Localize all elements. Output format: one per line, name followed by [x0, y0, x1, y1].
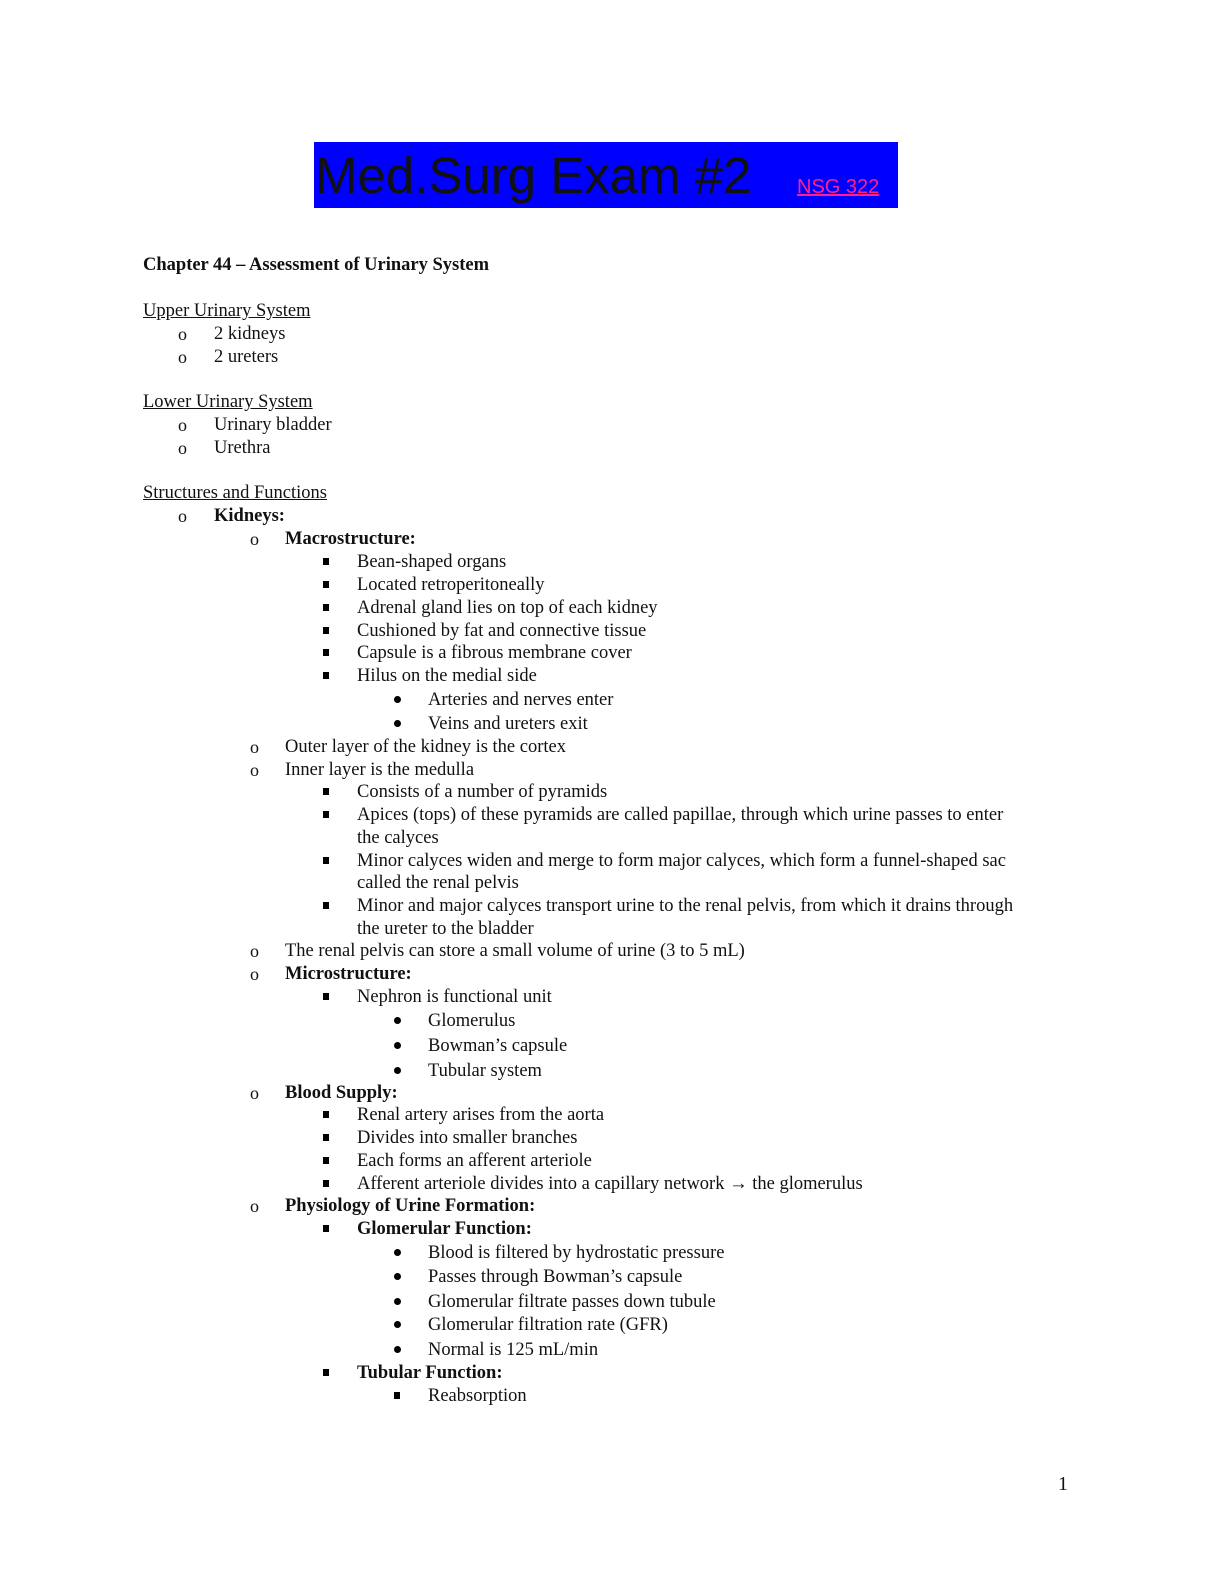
list-item: Physiology of Urine Formation: [285, 1196, 536, 1216]
list-item: Hilus on the medial side [357, 666, 537, 686]
round-bullet [394, 1067, 401, 1074]
list-marker: o [250, 760, 259, 780]
title-banner [314, 142, 898, 208]
list-item: The renal pelvis can store a small volume of urine (3 to 5 mL) [285, 941, 745, 961]
section-heading-lower: Lower Urinary System [143, 392, 313, 412]
list-item-continuation: called the renal pelvis [357, 873, 519, 893]
list-item-continuation: the ureter to the bladder [357, 919, 534, 939]
list-item: Divides into smaller branches [357, 1128, 578, 1148]
square-bullet [323, 902, 329, 909]
square-bullet [323, 649, 329, 656]
list-item: 2 ureters [214, 347, 279, 367]
square-bullet [323, 1369, 329, 1376]
list-item: Glomerular filtration rate (GFR) [428, 1315, 668, 1335]
list-item: Located retroperitoneally [357, 575, 545, 595]
square-bullet [323, 558, 329, 565]
round-bullet [394, 1273, 401, 1280]
list-marker: o [178, 438, 187, 458]
square-bullet [323, 788, 329, 795]
list-item: Macrostructure: [285, 529, 416, 549]
list-item: Consists of a number of pyramids [357, 782, 608, 802]
document-title: Med.Surg Exam #2 [315, 147, 752, 204]
list-marker: o [250, 964, 259, 984]
list-item: Tubular system [428, 1061, 542, 1081]
list-item: Cushioned by fat and connective tissue [357, 621, 647, 641]
list-item: Kidneys: [214, 506, 285, 526]
list-marker: o [178, 324, 187, 344]
page-number: 1 [1058, 1473, 1068, 1495]
list-item: Inner layer is the medulla [285, 760, 475, 780]
square-bullet [323, 1225, 329, 1232]
list-marker: o [250, 737, 259, 757]
list-item: Blood is filtered by hydrostatic pressure [428, 1243, 725, 1263]
list-item: 2 kidneys [214, 324, 286, 344]
list-item: Outer layer of the kidney is the cortex [285, 737, 566, 757]
list-marker: o [250, 1083, 259, 1103]
list-marker: o [250, 529, 259, 549]
round-bullet [394, 1017, 401, 1024]
square-bullet [323, 1134, 329, 1141]
section-heading-structures: Structures and Functions [143, 483, 327, 503]
list-item: Microstructure: [285, 964, 412, 984]
list-item: Urinary bladder [214, 415, 332, 435]
list-marker: o [250, 941, 259, 961]
list-item: Minor calyces widen and merge to form major calyces, which form a funnel-shaped sac [357, 851, 1006, 871]
round-bullet [394, 1321, 401, 1328]
list-item: Glomerular filtrate passes down tubule [428, 1292, 716, 1312]
list-marker: o [178, 347, 187, 367]
list-item: Urethra [214, 438, 271, 458]
list-item-continuation: the calyces [357, 828, 439, 848]
square-bullet [323, 1111, 329, 1118]
list-item: Glomerular Function: [357, 1219, 532, 1239]
list-item: Apices (tops) of these pyramids are called papillae, through which urine passes to enter [357, 805, 1004, 825]
list-item: Afferent arteriole divides into a capillary network → the glomerulus [357, 1174, 863, 1194]
square-bullet [323, 581, 329, 588]
list-item: Bean-shaped organs [357, 552, 507, 572]
list-item: Passes through Bowman’s capsule [428, 1267, 683, 1287]
round-bullet [394, 1346, 401, 1353]
list-item: Each forms an afferent arteriole [357, 1151, 592, 1171]
round-bullet [394, 1042, 401, 1049]
square-bullet [323, 993, 329, 1000]
round-bullet [394, 1249, 401, 1256]
list-item: Blood Supply: [285, 1083, 398, 1103]
round-bullet [394, 696, 401, 703]
square-bullet [323, 672, 329, 679]
list-item: Nephron is functional unit [357, 987, 552, 1007]
list-item: Capsule is a fibrous membrane cover [357, 643, 632, 663]
list-item: Veins and ureters exit [428, 714, 588, 734]
square-bullet [394, 1392, 400, 1399]
course-code-link[interactable]: NSG 322 [797, 176, 880, 198]
list-item: Adrenal gland lies on top of each kidney [357, 598, 658, 618]
list-item: Renal artery arises from the aorta [357, 1105, 605, 1125]
chapter-heading: Chapter 44 – Assessment of Urinary System [143, 255, 489, 275]
list-item: Tubular Function: [357, 1363, 503, 1383]
list-marker: o [250, 1196, 259, 1216]
square-bullet [323, 1180, 329, 1187]
square-bullet [323, 1157, 329, 1164]
list-item: Minor and major calyces transport urine to the renal pelvis, from which it drains through [357, 896, 1014, 916]
list-item: Glomerulus [428, 1011, 516, 1031]
list-item: Arteries and nerves enter [428, 690, 614, 710]
list-item: Bowman’s capsule [428, 1036, 568, 1056]
list-item: Reabsorption [428, 1386, 527, 1406]
square-bullet [323, 604, 329, 611]
list-item: Normal is 125 mL/min [428, 1340, 599, 1360]
section-heading-upper: Upper Urinary System [143, 301, 311, 321]
square-bullet [323, 857, 329, 864]
square-bullet [323, 811, 329, 818]
square-bullet [323, 627, 329, 634]
round-bullet [394, 720, 401, 727]
round-bullet [394, 1298, 401, 1305]
list-marker: o [178, 415, 187, 435]
list-marker: o [178, 506, 187, 526]
